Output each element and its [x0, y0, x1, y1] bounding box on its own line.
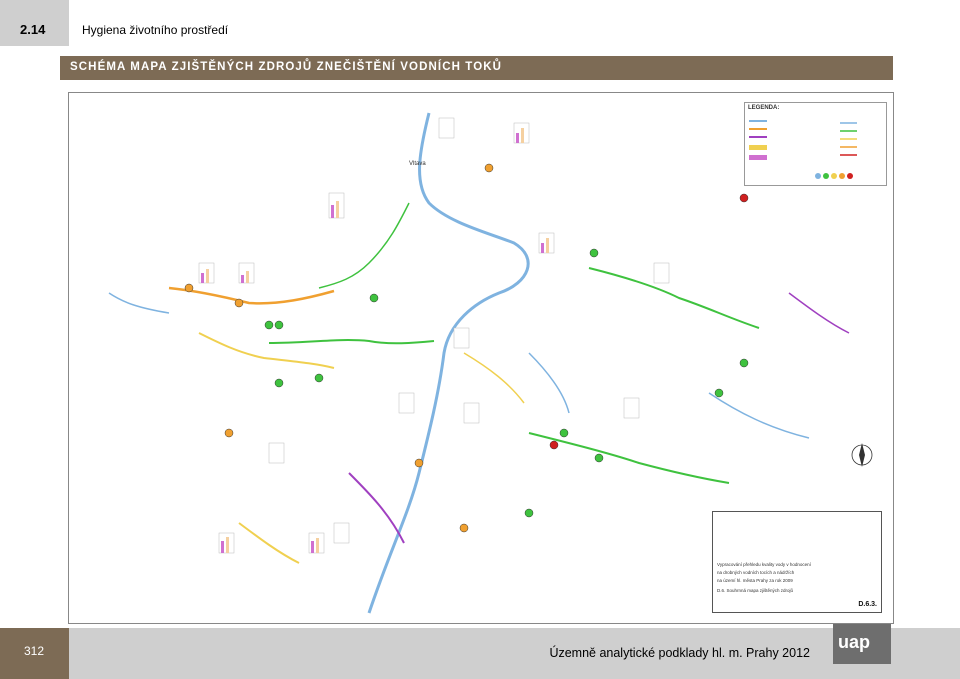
- stream-blue-3: [529, 353, 569, 413]
- map-legend: [744, 102, 887, 186]
- marker-green: [560, 429, 568, 437]
- river-label: Vltava: [409, 161, 426, 167]
- marker-orange: [185, 284, 193, 292]
- stream-blue-1: [109, 293, 169, 313]
- section-title: SCHÉMA MAPA ZJIŠTĚNÝCH ZDROJŮ ZNEČIŠTĚNÍ VODNÍCH TOKŮ: [70, 61, 503, 73]
- marker-orange: [225, 429, 233, 437]
- legend-symbols: [745, 103, 886, 183]
- north-arrow-icon: [852, 443, 872, 467]
- marker-green: [595, 454, 603, 462]
- vltava-river: [369, 113, 528, 613]
- page-number-box: [0, 628, 69, 679]
- marker-green: [370, 294, 378, 302]
- stream-yellow-center: [464, 353, 524, 403]
- page-number: 312: [24, 644, 45, 658]
- marker-red: [550, 441, 558, 449]
- marker-green: [275, 321, 283, 329]
- marker-green: [525, 509, 533, 517]
- stamp-code: D.6.3.: [858, 601, 877, 608]
- uap-logo: [833, 624, 891, 664]
- title-stamp: [712, 511, 882, 613]
- stream-center-green: [269, 340, 434, 343]
- marker-green: [265, 321, 273, 329]
- marker-green: [315, 374, 323, 382]
- stamp-line-3: na území hl. města Prahy za rok 2009: [717, 578, 793, 583]
- marker-orange: [460, 524, 468, 532]
- stream-southeast-green: [529, 433, 729, 483]
- marker-green: [275, 379, 283, 387]
- stamp-line-4: D.6. Souhrnná mapa zjištěných zdrojů: [717, 588, 794, 593]
- footer-bar: [0, 628, 960, 679]
- mini-chart-bars: [201, 133, 544, 553]
- stream-east-purple: [789, 293, 849, 333]
- stream-west-orange: [169, 288, 334, 303]
- marker-orange: [485, 164, 493, 172]
- marker-orange: [235, 299, 243, 307]
- marker-green: [715, 389, 723, 397]
- mini-chart-bars-light: [206, 128, 549, 553]
- stamp-line-1: Vypracování přehledu kvality vody v hodnocení: [717, 562, 811, 567]
- legend-title: LEGENDA:: [748, 105, 780, 111]
- logo-text: uap: [838, 632, 871, 652]
- marker-green: [740, 359, 748, 367]
- footer-text: Územně analytické podklady hl. m. Prahy 2012: [549, 646, 810, 660]
- section-title-bar: [60, 56, 893, 80]
- mini-chart: [199, 118, 669, 553]
- marker-green: [590, 249, 598, 257]
- map-frame: [68, 92, 894, 624]
- stamp-line-2: na drobných vodních tocích a nádržích: [717, 570, 795, 575]
- stream-purple: [349, 473, 404, 543]
- chapter-number: 2.14: [20, 22, 46, 37]
- stream-southwest-yellow: [199, 333, 334, 368]
- stream-east-green: [589, 268, 759, 328]
- stream-blue-2: [709, 393, 809, 438]
- marker-red: [740, 194, 748, 202]
- chapter-box: [0, 0, 69, 46]
- marker-orange: [415, 459, 423, 467]
- chapter-title: Hygiena životního prostředí: [82, 23, 229, 37]
- stream-yellow-south: [239, 523, 299, 563]
